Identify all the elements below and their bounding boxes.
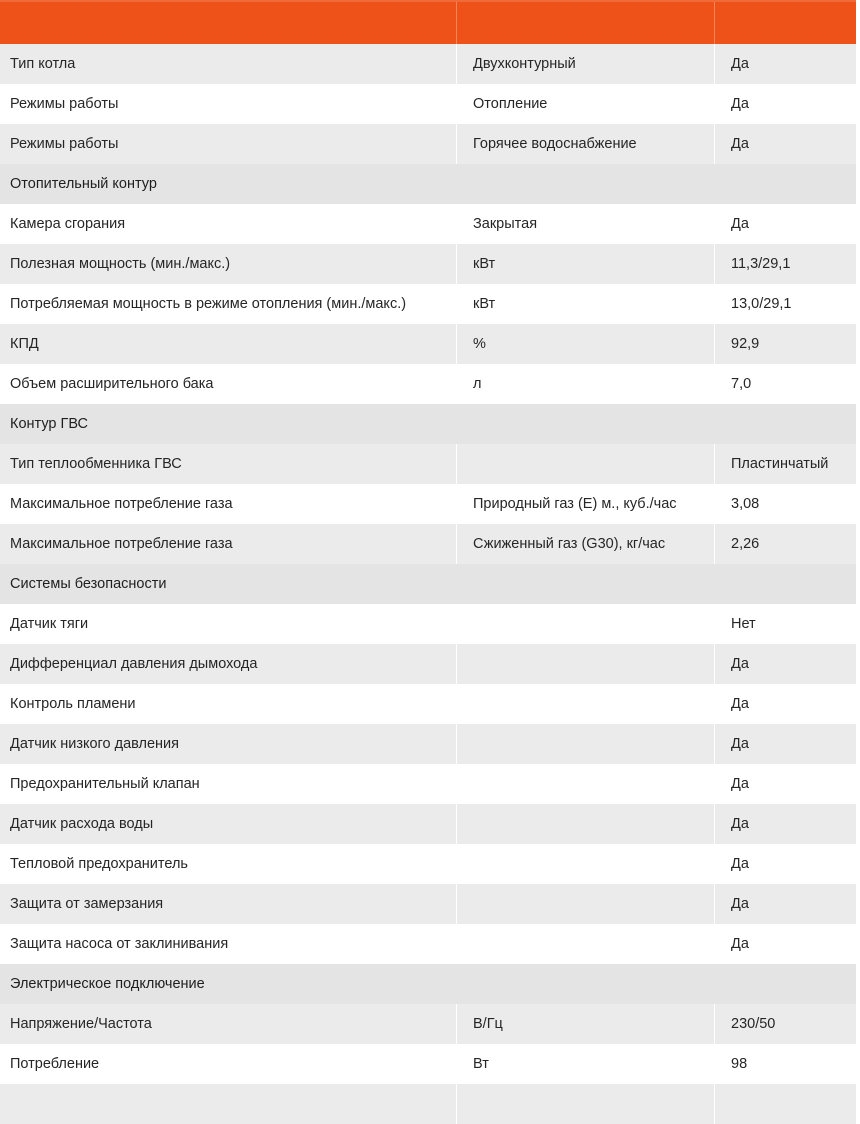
- spec-label-cell: Камера сгорания: [0, 204, 457, 244]
- spec-parameter-cell: [457, 1084, 715, 1124]
- section-header-row: [0, 164, 856, 204]
- header-cell-3: [715, 2, 856, 44]
- spec-parameter-cell: [457, 604, 715, 644]
- spec-label-cell: Режимы работы: [0, 124, 457, 164]
- spec-label-cell: Датчик низкого давления: [0, 724, 457, 764]
- spec-label-cell: Режимы работы: [0, 84, 457, 124]
- spec-parameter-cell: л: [457, 364, 715, 404]
- spec-label-cell: Напряжение/Частота: [0, 1004, 457, 1044]
- section-header-row: [0, 404, 856, 444]
- spec-label-cell: КПД: [0, 324, 457, 364]
- spec-parameter-cell: Двухконтурный: [457, 44, 715, 84]
- spec-value-cell: Да: [731, 856, 749, 872]
- spec-value-cell: Пластинчатый: [731, 456, 829, 472]
- spec-value-cell: 7,0: [731, 376, 752, 392]
- spec-parameter-cell: Закрытая: [457, 204, 715, 244]
- spec-label-cell: Контроль пламени: [0, 684, 457, 724]
- table-row: [0, 804, 856, 844]
- spec-value-cell: 98: [731, 1056, 748, 1072]
- spec-label-cell: [0, 1084, 457, 1124]
- section-title: Отопительный контур: [10, 176, 157, 192]
- spec-value-cell: Нет: [731, 616, 756, 632]
- section-header-row: [0, 564, 856, 604]
- spec-value-cell: Да: [731, 896, 749, 912]
- table-row: [0, 324, 856, 364]
- spec-value-cell: [715, 1084, 856, 1124]
- spec-label-cell: Потребляемая мощность в режиме отопления (мин./макс.): [0, 284, 457, 324]
- table-row: [0, 1084, 856, 1124]
- spec-label-cell: Дифференциал давления дымохода: [0, 644, 457, 684]
- spec-parameter-cell: В/Гц: [457, 1004, 715, 1044]
- table-row: [0, 844, 856, 884]
- spec-parameter-cell: кВт: [457, 244, 715, 284]
- section-title: Системы безопасности: [10, 576, 167, 592]
- table-row: [0, 644, 856, 684]
- spec-label-cell: Полезная мощность (мин./макс.): [0, 244, 457, 284]
- table-row: [0, 444, 856, 484]
- section-title: Контур ГВС: [10, 416, 89, 432]
- spec-value-cell: Да: [731, 656, 749, 672]
- spec-value-cell: Да: [731, 736, 749, 752]
- table-row: [0, 124, 856, 164]
- spec-parameter-cell: Вт: [457, 1044, 715, 1084]
- section-header-row: [0, 964, 856, 1004]
- header-cell-1: [0, 2, 457, 44]
- spec-label-cell: Тип теплообменника ГВС: [0, 444, 457, 484]
- spec-label-cell: Тип котла: [0, 44, 457, 84]
- table-row: [0, 44, 856, 84]
- spec-parameter-cell: [457, 684, 715, 724]
- spec-parameter-cell: %: [457, 324, 715, 364]
- spec-parameter-cell: [457, 444, 715, 484]
- spec-label-cell: Датчик тяги: [0, 604, 457, 644]
- spec-parameter-cell: Отопление: [457, 84, 715, 124]
- spec-value-cell: Да: [731, 696, 749, 712]
- spec-value-cell: 230/50: [731, 1016, 776, 1032]
- spec-parameter-cell: [457, 724, 715, 764]
- spec-value-cell: Да: [731, 936, 749, 952]
- spec-parameter-cell: Горячее водоснабжение: [457, 124, 715, 164]
- spec-label-cell: Защита насоса от заклинивания: [0, 924, 457, 964]
- spec-parameter-cell: [457, 924, 715, 964]
- spec-parameter-cell: Природный газ (Е) м., куб./час: [457, 484, 715, 524]
- section-title: Электрическое подключение: [10, 976, 205, 992]
- spec-label-cell: Предохранительный клапан: [0, 764, 457, 804]
- spec-value-cell: 13,0/29,1: [731, 296, 792, 312]
- spec-value-cell: 92,9: [731, 336, 760, 352]
- spec-value-cell: Да: [731, 136, 749, 152]
- spec-parameter-cell: [457, 764, 715, 804]
- spec-value-cell: Да: [731, 56, 749, 72]
- table-header: [0, 0, 856, 44]
- spec-parameter-cell: [457, 644, 715, 684]
- table-row: [0, 284, 856, 324]
- spec-label-cell: Объем расширительного бака: [0, 364, 457, 404]
- spec-parameter-cell: [457, 804, 715, 844]
- spec-label-cell: Тепловой предохранитель: [0, 844, 457, 884]
- spec-label-cell: Максимальное потребление газа: [0, 524, 457, 564]
- spec-value-cell: 2,26: [731, 536, 760, 552]
- spec-value-cell: Да: [731, 96, 749, 112]
- table-row: [0, 364, 856, 404]
- table-row: [0, 684, 856, 724]
- table-row: [0, 924, 856, 964]
- table-row: [0, 604, 856, 644]
- spec-parameter-cell: кВт: [457, 284, 715, 324]
- table-row: [0, 764, 856, 804]
- table-row: [0, 724, 856, 764]
- spec-value-cell: Да: [731, 816, 749, 832]
- table-row: [0, 884, 856, 924]
- spec-label-cell: Датчик расхода воды: [0, 804, 457, 844]
- table-row: [0, 1044, 856, 1084]
- spec-value-cell: 11,3/29,1: [731, 256, 791, 272]
- spec-parameter-cell: [457, 884, 715, 924]
- spec-parameter-cell: Сжиженный газ (G30), кг/час: [457, 524, 715, 564]
- spec-label-cell: Защита от замерзания: [0, 884, 457, 924]
- table-row: [0, 1004, 856, 1044]
- spec-value-cell: Да: [731, 216, 749, 232]
- header-cell-2: [457, 2, 715, 44]
- table-row: [0, 84, 856, 124]
- table-row: [0, 244, 856, 284]
- spec-value-cell: Да: [731, 776, 749, 792]
- table-body: [0, 44, 856, 1124]
- spec-label-cell: Потребление: [0, 1044, 457, 1084]
- spec-value-cell: 3,08: [731, 496, 760, 512]
- table-row: [0, 204, 856, 244]
- spec-label-cell: Максимальное потребление газа: [0, 484, 457, 524]
- table-row: [0, 484, 856, 524]
- spec-parameter-cell: [457, 844, 715, 884]
- table-row: [0, 524, 856, 564]
